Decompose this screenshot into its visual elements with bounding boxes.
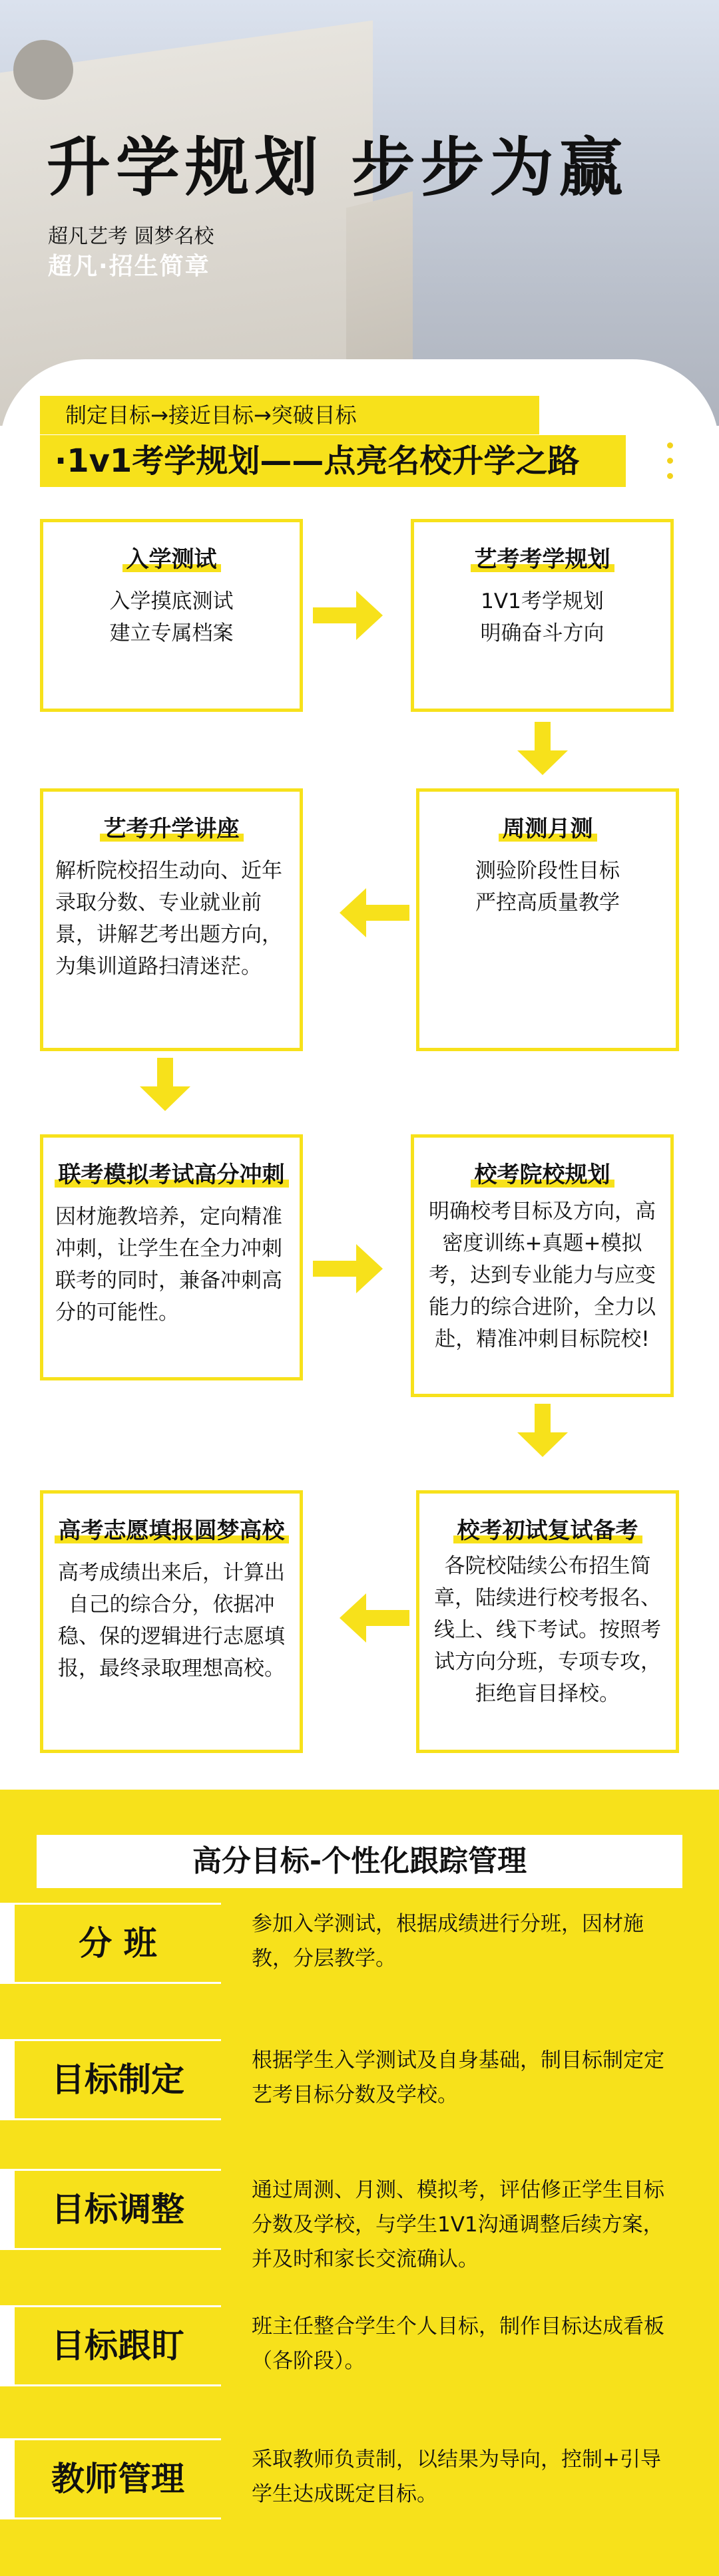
management-row [0,1903,719,2016]
row-label: 分 班 [15,1903,221,1984]
row-label-block [0,2438,216,2519]
arrow-right-icon [313,1244,383,1293]
management-row [0,2305,719,2418]
step-body: 入学摸底测试 建立专属档案 [109,589,234,645]
management-heading: 高分目标-个性化跟踪管理 [37,1835,682,1888]
arrow-right-icon [313,591,383,640]
step-title: 校考初试复试备考 [457,1512,638,1545]
management-row [0,2039,719,2152]
hero-subtitle: 超凡艺考 圆梦名校 [48,225,214,248]
step-title: 高考志愿填报圆梦高校 [59,1512,285,1545]
step-title: 周测月测 [503,810,593,843]
step-body: 测验阶段性目标 严控高质量教学 [475,859,620,915]
step-body: 各院校陆续公布招生简章，陆续进行校考报名、线上、线下考试。按照考试方向分班，专项专攻，拒绝盲目择校。 [434,1554,661,1706]
goal-path-tag: 制定目标→接近目标→突破目标 [40,396,539,434]
row-text: 班主任整合学生个人目标，制作目标达成看板（各阶段）。 [252,2315,664,2373]
page-title: 升学规划 步步为赢 [47,130,628,205]
step-body: 1V1考学规划 明确奋斗方向 [480,589,604,645]
management-row [0,2438,719,2551]
row-label-block [0,2039,216,2120]
row-text: 根据学生入学测试及自身基础，制目标制定定艺考目标分数及学校。 [252,2048,664,2107]
row-label-block [0,2305,216,2386]
arrow-left-icon [340,1593,409,1643]
hero-brand: 超凡·招生简章 [48,253,210,280]
row-text: 采取教师负责制，以结果为导向，控制+引导学生达成既定目标。 [252,2448,661,2506]
arrow-left-icon [340,888,409,937]
section-title-tag: ·1v1考学规划——点亮名校升学之路 [40,435,626,487]
row-label: 目标调整 [15,2169,221,2250]
arrow-down-icon [517,722,568,775]
step-body: 明确校考目标及方向，高密度训练+真题+模拟考，达到专业能力与应变能力的综合进阶，全力以赴，精准冲刺目标院校! [429,1200,656,1351]
row-label: 目标制定 [15,2039,221,2120]
step-body: 因材施教培养，定向精准冲刺，让学生在全力冲刺联考的同时，兼备冲刺高分的可能性。 [55,1205,282,1325]
row-label-block [0,2169,216,2250]
arrow-down-icon [517,1404,568,1457]
step-title: 入学测试 [126,541,217,573]
row-label: 目标跟盯 [15,2305,221,2386]
step-title: 艺考升学讲座 [104,810,240,843]
arrow-down-icon [140,1058,190,1111]
row-text: 参加入学测试，根据成绩进行分班，因材施教，分层教学。 [252,1912,644,1971]
step-title: 校考院校规划 [475,1156,610,1189]
row-text: 通过周测、月测、模拟考，评估修正学生目标分数及学校，与学生1V1沟通调整后续方案，并及时和家长交流确认。 [252,2178,664,2271]
management-row [0,2169,719,2282]
row-label-block [0,1903,216,1984]
row-label: 教师管理 [15,2438,221,2519]
step-body: 解析院校招生动向、近年录取分数、专业就业前景，讲解艺考出题方向，为集训道路扫清迷茫。 [55,859,282,979]
step-title: 艺考考学规划 [475,541,610,573]
step-body: 高考成绩出来后，计算出自己的综合分，依据冲稳、保的逻辑进行志愿填报，最终录取理想高校。 [58,1561,285,1681]
step-title: 联考模拟考试高分冲刺 [59,1156,285,1189]
